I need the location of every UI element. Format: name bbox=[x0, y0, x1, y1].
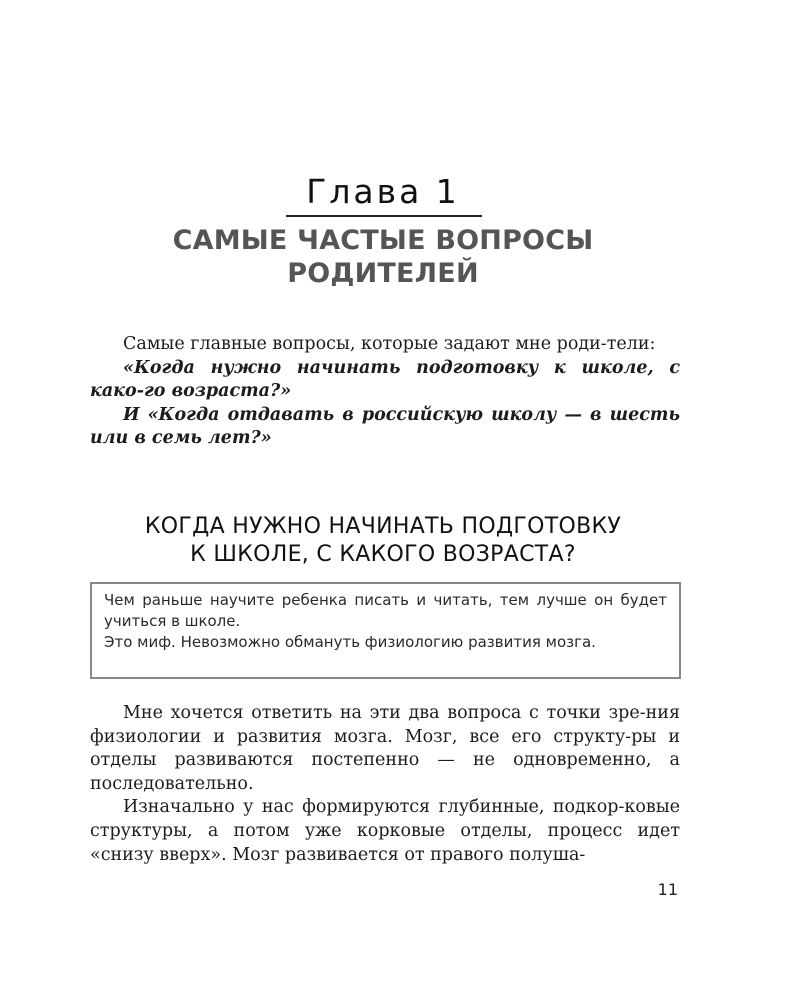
intro-section bbox=[90, 333, 680, 451]
myth-callout-box bbox=[90, 582, 681, 679]
myth-rebuttal: Это миф. Невозможно обмануть физиологию развития мозга. bbox=[104, 633, 596, 651]
chapter-label: Глава 1 bbox=[306, 172, 460, 211]
chapter-title bbox=[0, 224, 766, 290]
section-heading-line-1: КОГДА НУЖНО НАЧИНАТЬ ПОДГОТОВКУ bbox=[144, 514, 622, 539]
section-heading-line-2: К ШКОЛЕ, С КАКОГО ВОЗРАСТА? bbox=[190, 542, 576, 567]
section-heading bbox=[0, 513, 766, 569]
myth-statement: Чем раньше научите ребенка писать и читать, тем лучше он будет учиться в школе. bbox=[104, 591, 667, 630]
page-number: 11 bbox=[657, 880, 678, 899]
intro-paragraph: Самые главные вопросы, которые задают мне роди-тели: bbox=[123, 334, 656, 354]
body-paragraph-2: Изначально у нас формируются глубинные, подкор-ковые структуры, а потом уже корковые отделы, процесс идет «снизу вверх». Мозг развивается от правого полуша- bbox=[90, 797, 680, 865]
chapter-title-line-1: САМЫЕ ЧАСТЫЕ ВОПРОСЫ bbox=[172, 225, 594, 256]
question-1: «Когда нужно начинать подготовку к школе, с како-го возраста?» bbox=[90, 357, 680, 402]
chapter-title-line-2: РОДИТЕЛЕЙ bbox=[287, 258, 479, 289]
body-paragraph-1: Мне хочется ответить на эти два вопроса с точки зре-ния физиологии и развития мозга. Мозг, все его структу-ры и отделы развиваются постепенно — не одновременно, а последовательно. bbox=[90, 703, 680, 794]
body-section bbox=[90, 702, 680, 867]
chapter-underline bbox=[286, 215, 482, 217]
question-2: И «Когда отдавать в российскую школу — в шесть или в семь лет?» bbox=[90, 404, 680, 449]
